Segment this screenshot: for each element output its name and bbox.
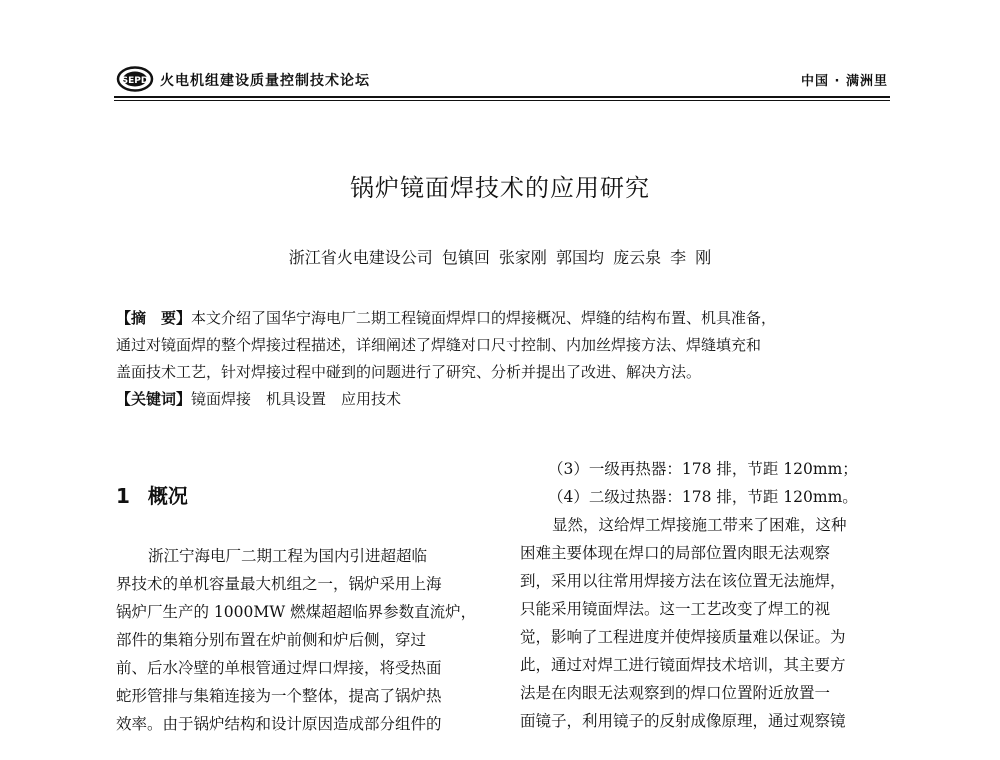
abstract-block xyxy=(116,305,892,413)
sepd-logo-icon xyxy=(116,66,154,92)
paragraph-line: 界技术的单机容量最大机组之一，锅炉采用上海 xyxy=(116,575,442,593)
keywords-line xyxy=(116,386,892,413)
paragraph-line: 此，通过对焊工进行镜面焊技术培训，其主要方 xyxy=(520,656,846,674)
svg-text:SEPD: SEPD xyxy=(121,76,149,86)
paragraph-line: 觉，影响了工程进度并使焊接质量难以保证。为 xyxy=(520,628,846,646)
paragraph-line: 效率。由于锅炉结构和设计原因造成部分组件的 xyxy=(116,715,442,733)
forum-name: 火电机组建设质量控制技术论坛 xyxy=(160,73,370,89)
paragraph-line: 只能采用镜面焊法。这一工艺改变了焊工的视 xyxy=(520,600,831,618)
abstract-line-2: 通过对镜面焊的整个焊接过程描述，详细阐述了焊缝对口尺寸控制、内加丝焊接方法、焊缝填充和 xyxy=(116,336,762,354)
list-item: （4）二级过热器：178 排，节距 120mm。 xyxy=(548,488,858,506)
paragraph-line: 前、后水冷壁的单根管通过焊口焊接，将受热面 xyxy=(116,659,442,677)
list-item: （3）一级再热器：178 排，节距 120mm； xyxy=(548,460,858,478)
paragraph-line: 部件的集箱分别布置在炉前侧和炉后侧，穿过 xyxy=(116,631,427,649)
header-rule xyxy=(114,96,890,98)
abstract-line-3: 盖面技术工艺，针对焊接过程中碰到的问题进行了研究、分析并提出了改进、解决方法。 xyxy=(116,363,702,381)
conference-location: 中国 · 满洲里 xyxy=(801,74,888,89)
section-heading xyxy=(116,480,188,509)
section-title: 概况 xyxy=(147,484,188,508)
header-rule-thin xyxy=(114,100,890,101)
section-body-left xyxy=(116,542,476,738)
paragraph-line: 困难主要体现在焊口的局部位置肉眼无法观察 xyxy=(520,544,831,562)
section-number: 1 xyxy=(116,484,130,508)
author-line: 浙江省火电建设公司 包镇回 张家刚 郭国均 庞云泉 李 刚 xyxy=(288,248,712,267)
abstract-label: 【摘 要】 xyxy=(116,309,192,327)
running-header xyxy=(114,66,890,96)
keywords-label: 【关键词】 xyxy=(116,390,192,408)
paragraph-line: 面镜子，利用镜子的反射成像原理，通过观察镜 xyxy=(520,712,846,730)
abstract-line-1: 【摘 要】本文介绍了国华宁海电厂二期工程镜面焊焊口的焊接概况、焊缝的结构布置、机具准备， xyxy=(116,309,777,327)
paper-title: 锅炉镜面焊技术的应用研究 xyxy=(350,174,650,202)
right-column xyxy=(520,455,900,735)
paragraph-line: 蛇形管排与集箱连接为一个整体，提高了锅炉热 xyxy=(116,687,442,705)
keywords: 镜面焊接 机具设置 应用技术 xyxy=(191,390,402,408)
paragraph-line: 锅炉厂生产的 1000MW 燃煤超超临界参数直流炉， xyxy=(116,603,477,621)
paragraph-line: 法是在肉眼无法观察到的焊口位置附近放置一 xyxy=(520,684,831,702)
paragraph-line: 到，采用以往常用焊接方法在该位置无法施焊， xyxy=(520,572,846,590)
paragraph-line: 显然，这给焊工焊接施工带来了困难，这种 xyxy=(552,516,847,534)
paragraph-line: 浙江宁海电厂二期工程为国内引进超超临 xyxy=(148,547,428,565)
